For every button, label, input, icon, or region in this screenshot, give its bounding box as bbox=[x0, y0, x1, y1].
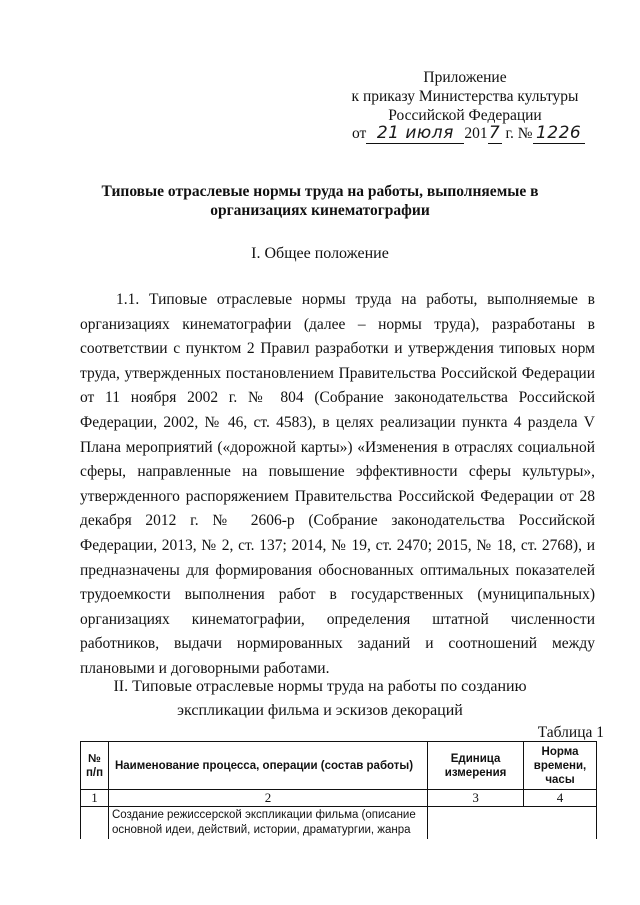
header-name: Наименование процесса, операции (состав работы) bbox=[108, 742, 427, 790]
norms-table bbox=[80, 741, 597, 839]
section-2-heading-line-2: экспликации фильма и эскизов декораций bbox=[177, 702, 463, 719]
table-column-numbers-row bbox=[81, 790, 597, 807]
section-2-heading bbox=[100, 675, 540, 723]
table-caption: Таблица 1 bbox=[537, 724, 604, 741]
order-year-prefix: 201 bbox=[464, 125, 488, 142]
row-unit-time bbox=[428, 807, 597, 840]
order-year-blank bbox=[488, 123, 502, 144]
column-number: 1 bbox=[81, 790, 109, 807]
order-date-handwritten: 21 июля bbox=[376, 123, 454, 143]
order-date-blank bbox=[366, 123, 464, 144]
appendix-federation: Российской Федерации bbox=[388, 107, 542, 124]
order-date-number-line bbox=[352, 123, 612, 144]
order-number-handwritten: 1226 bbox=[535, 123, 582, 143]
header-time: Норма времени, часы bbox=[524, 742, 597, 790]
column-number: 4 bbox=[524, 790, 597, 807]
order-year-digit-handwritten: 7 bbox=[488, 123, 501, 143]
order-number-blank bbox=[533, 123, 585, 144]
section-2-heading-line-1: II. Типовые отраслевые нормы труда на работы по созданию bbox=[113, 678, 527, 695]
table-header-row bbox=[81, 742, 597, 790]
table-row bbox=[81, 807, 597, 840]
order-date-prefix: от bbox=[352, 125, 367, 142]
order-number-prefix: г. № bbox=[505, 125, 533, 142]
row-name: Создание режиссерской экспликации фильма (описание основной идеи, действий, истории, драматургии, жанра bbox=[108, 807, 427, 840]
appendix-order-reference: к приказу Министерства культуры bbox=[351, 88, 579, 105]
column-number: 3 bbox=[428, 790, 524, 807]
document-title: Типовые отраслевые нормы труда на работы, выполняемые в организациях кинематографии bbox=[101, 183, 539, 219]
row-num bbox=[81, 807, 109, 840]
appendix-header bbox=[330, 68, 600, 125]
column-number: 2 bbox=[108, 790, 427, 807]
header-unit: Единица измерения bbox=[428, 742, 524, 790]
header-num: № п/п bbox=[81, 742, 109, 790]
section-1-heading: I. Общее положение bbox=[251, 245, 389, 262]
appendix-title: Приложение bbox=[423, 69, 507, 86]
paragraph-1-1: 1.1. Типовые отраслевые нормы труда на работы, выполняемые в организациях кинематографии (далее – нормы труда), разработаны в соответствии с пунктом 2 Правил разработки и утверждения типовых норм труда, утвержденных постановлением Правительства Российской Федерации от 11 ноября 2002 г. № 804 (Собрание законодательства Российской Федерации, 2002, № 46, ст. 4583), в целях реализации пункта 4 раздела V Плана мероприятий («дорожной карты») «Изменения в отраслях социальной сферы, направленные на повышение эффективности сферы культуры», утвержденного распоряжением Правительства Российской Федерации от 28 декабря 2012 г. № 2606-р (Собрание законодательства Российской Федерации, 2013, № 2, ст. 137; 2014, № 19, ст. 2470; 2015, № 18, ст. 2768), и предназначены для формирования обоснованных оптимальных показателей трудоемкости выполнения работ в государственных (муниципальных) организациях кинематографии, определения штатной численности работников, выдачи нормированных заданий и соотношений между плановыми и договорными работами. bbox=[80, 291, 595, 677]
